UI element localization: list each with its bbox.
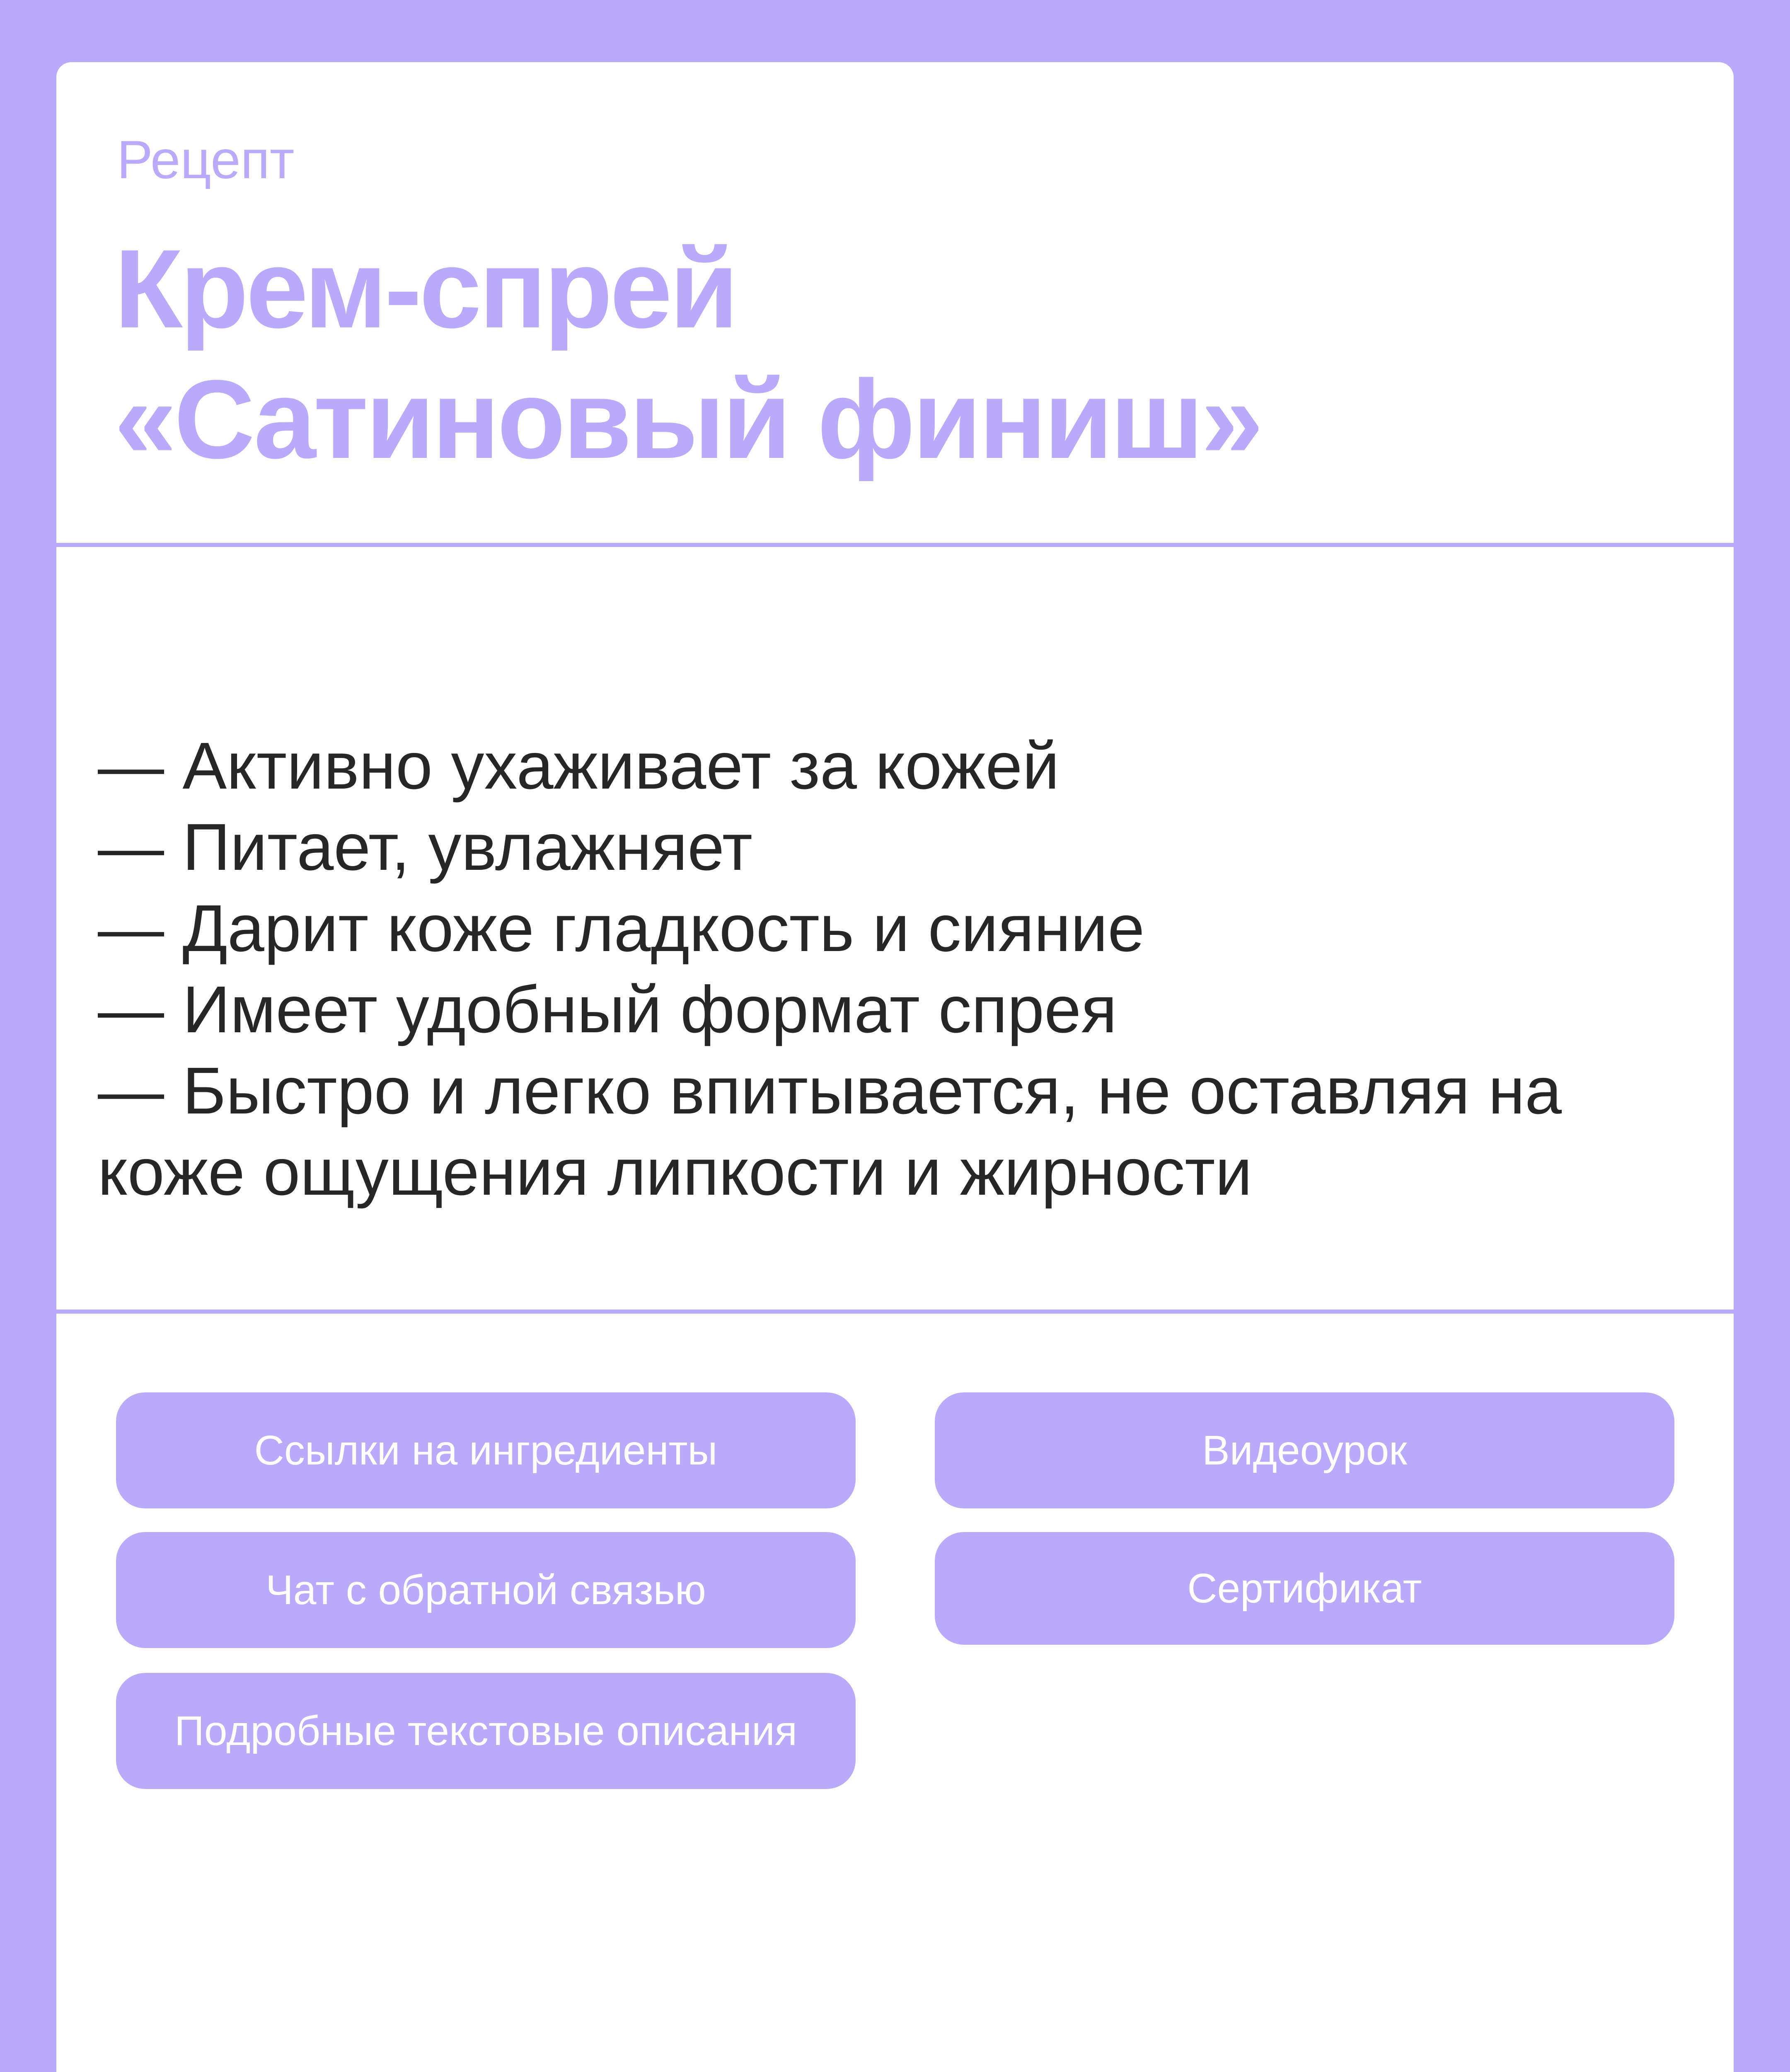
feature-item: — Дарит коже гладкость и сияние <box>98 891 1145 965</box>
title-line-2: «Сатиновый финиш» <box>114 357 1261 482</box>
video-lesson-button[interactable]: Видеоурок <box>935 1392 1674 1508</box>
features-list <box>98 725 1672 1213</box>
feature-item: — Активно ухаживает за кожей <box>98 729 1059 803</box>
title-line-1: Крем-спрей <box>114 227 736 351</box>
feature-item: — Питает, увлажняет <box>98 810 753 884</box>
ingredients-links-button[interactable]: Ссылки на ингредиенты <box>116 1392 856 1508</box>
recipe-label: Рецепт <box>117 129 295 190</box>
feedback-chat-button[interactable]: Чат с обратной связью <box>116 1532 856 1648</box>
certificate-button[interactable]: Сертификат <box>935 1532 1674 1645</box>
divider-bottom <box>56 1310 1734 1314</box>
page-title <box>114 224 1261 485</box>
text-descriptions-button[interactable]: Подробные текстовые описания <box>116 1673 856 1789</box>
feature-item: — Быстро и легко впитывается, не оставляя на коже ощущения липкости и жирности <box>98 1053 1562 1209</box>
recipe-card <box>56 62 1734 2072</box>
divider-top <box>56 543 1734 547</box>
feature-item: — Имеет удобный формат спрея <box>98 972 1117 1046</box>
